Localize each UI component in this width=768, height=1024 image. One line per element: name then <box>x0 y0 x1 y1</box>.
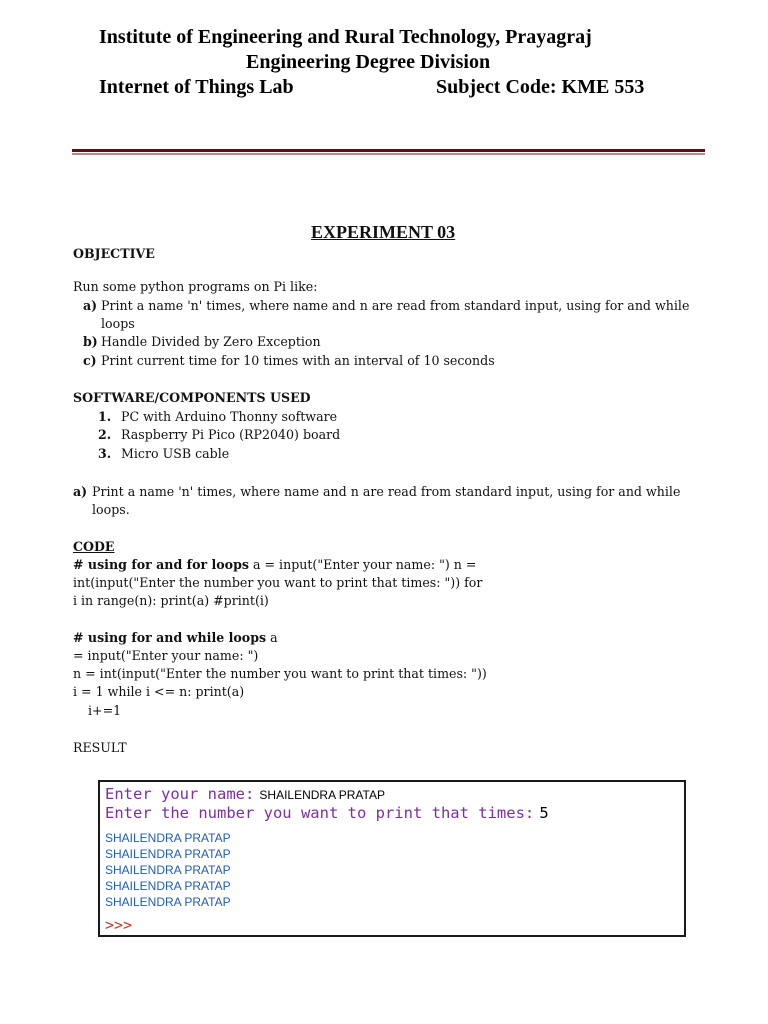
console-output-panel <box>98 780 686 937</box>
console-repl-prompt[interactable]: >>> <box>105 916 133 934</box>
code-heading: CODE <box>73 539 115 554</box>
software-item-2: Raspberry Pi Pico (RP2040) board <box>121 427 341 442</box>
code-block1-line3: i in range(n): print(a) #print(i) <box>73 593 269 608</box>
code-block2-line4: i = 1 while i <= n: print(a) <box>73 684 245 699</box>
objective-intro: Run some python programs on Pi like: <box>73 279 318 294</box>
console-output-line: SHAILENDRA PRATAP <box>105 879 231 893</box>
subject-code: Subject Code: KME 553 <box>436 76 645 98</box>
code-block1-line2: int(input("Enter the number you want to print that times: ")) for <box>73 575 483 590</box>
objective-item-c: Print current time for 10 times with an interval of 10 seconds <box>101 353 495 368</box>
objective-heading: OBJECTIVE <box>73 246 155 261</box>
code-block1-comment: # using for and for loops <box>73 557 249 572</box>
software-marker-3: 3. <box>98 446 112 461</box>
software-item-1: PC with Arduino Thonny software <box>121 409 338 424</box>
experiment-title: EXPERIMENT 03 <box>311 222 456 242</box>
console-output-line: SHAILENDRA PRATAP <box>105 847 231 861</box>
code-block2-line3: n = int(input("Enter the number you want to print that times: ")) <box>73 666 487 681</box>
code-block1-line1 <box>73 556 476 574</box>
console-input-number: 5 <box>539 804 549 822</box>
software-marker-2: 2. <box>98 427 112 442</box>
task-a-text-cont: loops. <box>92 502 130 517</box>
software-marker-1: 1. <box>98 409 112 424</box>
division-name: Engineering Degree Division <box>246 51 491 73</box>
software-item-3: Micro USB cable <box>121 446 230 461</box>
code-block2-line1-rest: a <box>266 630 278 645</box>
console-output-line: SHAILENDRA PRATAP <box>105 831 231 845</box>
console-input-name: SHAILENDRA PRATAP <box>259 788 385 802</box>
code-block2-line2: = input("Enter your name: ") <box>73 648 259 663</box>
code-block2-comment: # using for and while loops <box>73 630 267 645</box>
console-prompt-number: Enter the number you want to print that times: <box>105 804 535 822</box>
console-prompt-name: Enter your name: <box>105 785 255 803</box>
code-block2-line1 <box>73 629 278 647</box>
objective-marker-b: b) <box>83 334 98 349</box>
institute-name: Institute of Engineering and Rural Technology, Prayagraj <box>99 26 592 48</box>
software-heading: SOFTWARE/COMPONENTS USED <box>73 390 311 405</box>
objective-item-a-cont: loops <box>101 316 135 331</box>
console-output-line: SHAILENDRA PRATAP <box>105 895 231 909</box>
objective-marker-c: c) <box>83 353 97 368</box>
console-name-line <box>105 784 385 803</box>
task-a-text: Print a name 'n' times, where name and n are read from standard input, using for and while <box>92 484 681 499</box>
objective-item-b: Handle Divided by Zero Exception <box>101 334 321 349</box>
objective-marker-a: a) <box>83 298 98 313</box>
result-heading: RESULT <box>73 740 127 755</box>
console-output-line: SHAILENDRA PRATAP <box>105 863 231 877</box>
task-a-marker: a) <box>73 484 88 499</box>
console-number-line <box>105 803 549 822</box>
objective-item-a: Print a name 'n' times, where name and n are read from standard input, using for and while <box>101 298 690 313</box>
lab-name: Internet of Things Lab <box>99 76 294 98</box>
code-block1-line1-rest: a = input("Enter your name: ") n = <box>248 557 477 572</box>
header-divider-shadow <box>72 153 705 155</box>
code-block2-line5: i+=1 <box>88 703 122 718</box>
header-divider <box>72 149 705 152</box>
